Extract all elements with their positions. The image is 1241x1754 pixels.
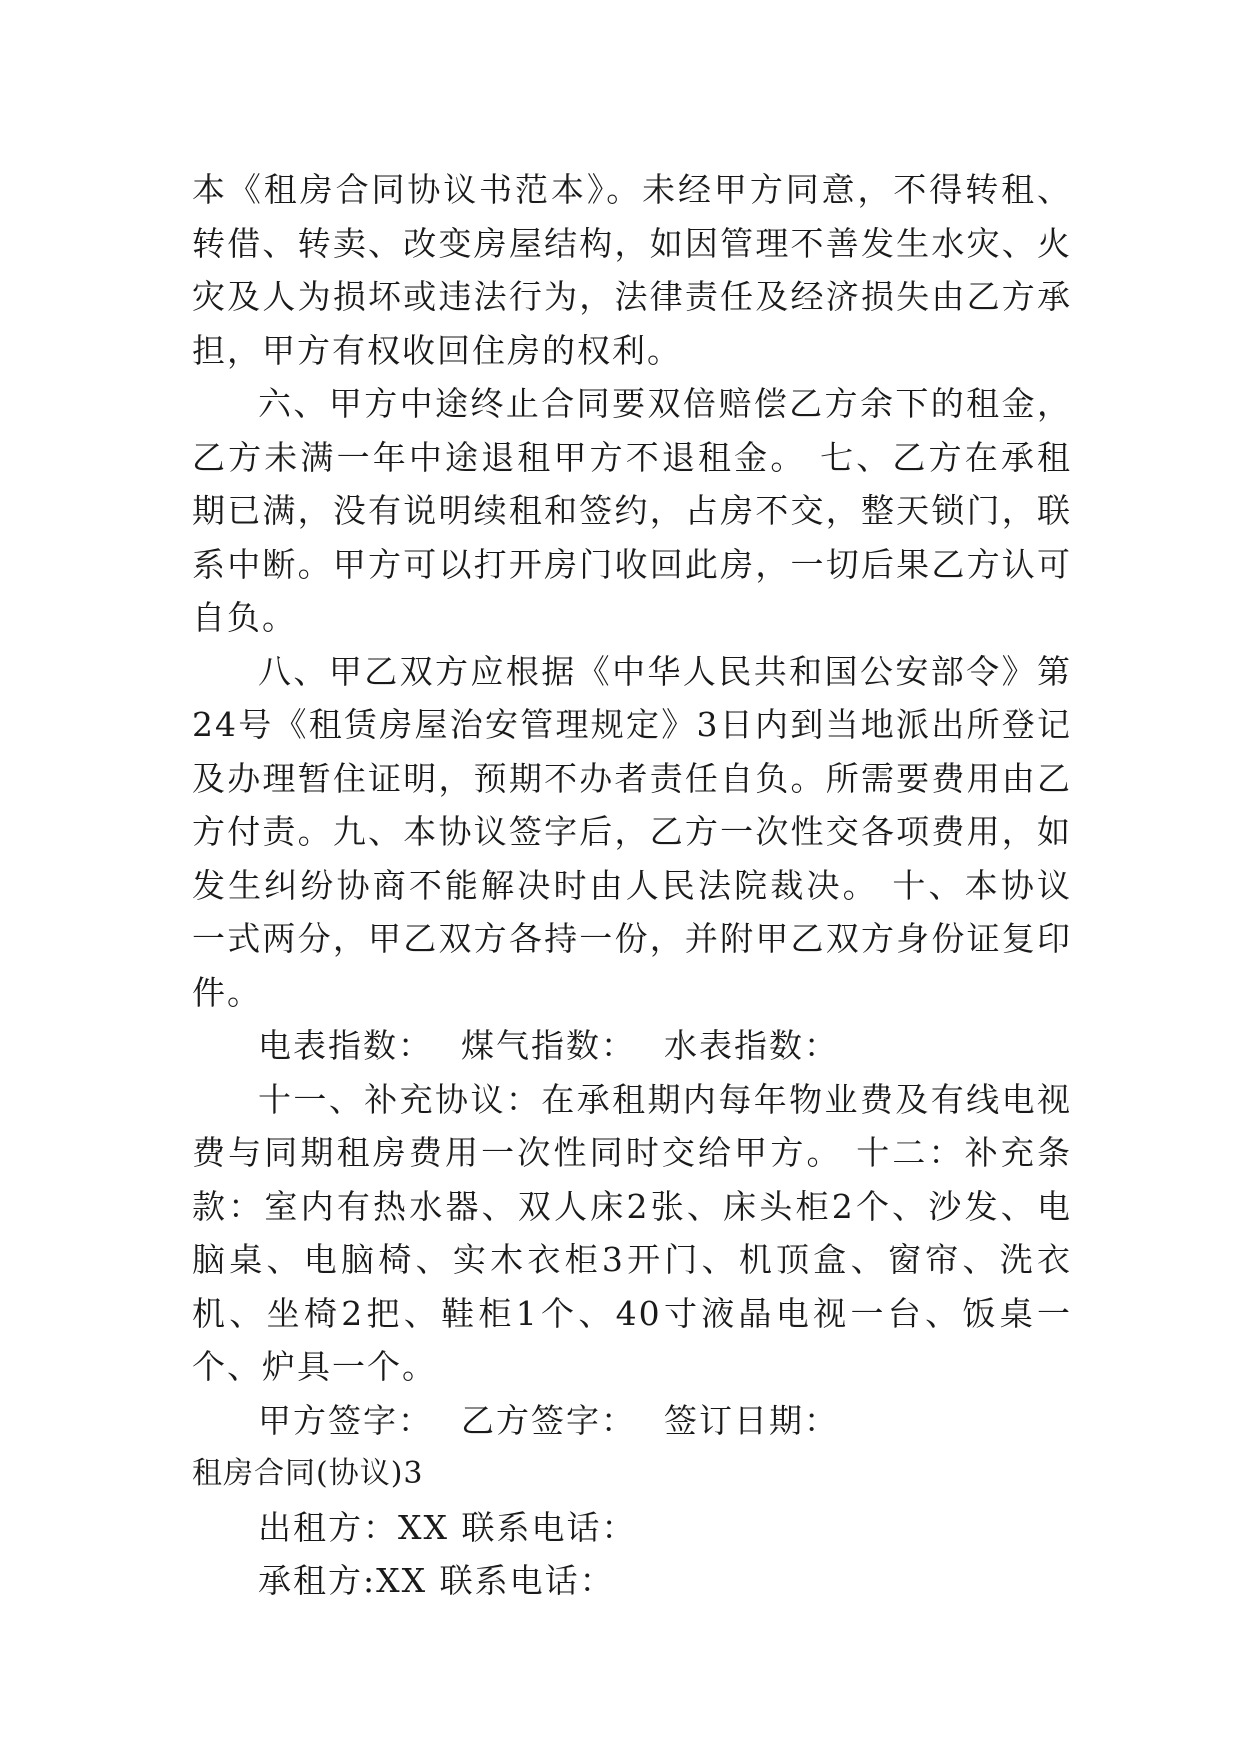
lessee-line: 承租方:XX 联系电话： (258, 1561, 615, 1600)
paragraph-continuation: 本《租房合同协议书范本》。未经甲方同意，不得转租、转借、转卖、改变房屋结构，如因管理不善发生水灾、火灾及人为损坏或违法行为，法律责任及经济损失由乙方承担，甲方有权收回住房的权利。 (192, 170, 1072, 370)
paragraph-eleven-twelve: 十一、补充协议：在承租期内每年物业费及有线电视费与同期租房费用一次性同时交给甲方。 十二：补充条款：室内有热水器、双人床2张、床头柜2个、沙发、电脑桌、电脑椅、实木衣柜3开门、机顶盒、窗帘、洗衣机、坐椅2把、鞋柜1个、40寸液晶电视一台、饭桌一个、炉具一个。 (192, 1079, 1072, 1386)
party-a-signature-label: 甲方签字： (258, 1400, 433, 1440)
document-body (192, 163, 1072, 1608)
party-b-signature-label: 乙方签字： (461, 1400, 636, 1440)
water-meter-label: 水表指数： (664, 1026, 839, 1065)
electric-meter-label: 电表指数： (258, 1026, 433, 1065)
meter-readings-line (192, 1019, 1072, 1073)
lessor-line: 出租方：XX 联系电话： (258, 1507, 637, 1547)
section-title: 租房合同(协议)3 (192, 1456, 424, 1491)
paragraph-eight-ten: 八、甲乙双方应根据《中华人民共和国公安部令》第24号《租赁房屋治安管理规定》3日内到当地派出所登记及办理暂住证明，预期不办者责任自负。所需要费用由乙方付责。九、本协议签字后，乙方一次性交各项费用，如发生纠纷协商不能解决时由人民法院裁决。 十、本协议一式两分，甲乙双方各持一份，并附甲乙双方身份证复印件。 (192, 651, 1072, 1012)
gas-meter-label: 煤气指数： (461, 1026, 636, 1065)
signature-line (192, 1394, 1072, 1448)
signing-date-label: 签订日期： (664, 1400, 839, 1440)
paragraph-six-seven: 六、甲方中途终止合同要双倍赔偿乙方余下的租金，乙方未满一年中途退租甲方不退租金。 七、乙方在承租期已满，没有说明续租和签约，占房不交，整天锁门，联系中断。甲方可以打开房门收回此房，一切后果乙方认可自负。 (192, 384, 1072, 637)
